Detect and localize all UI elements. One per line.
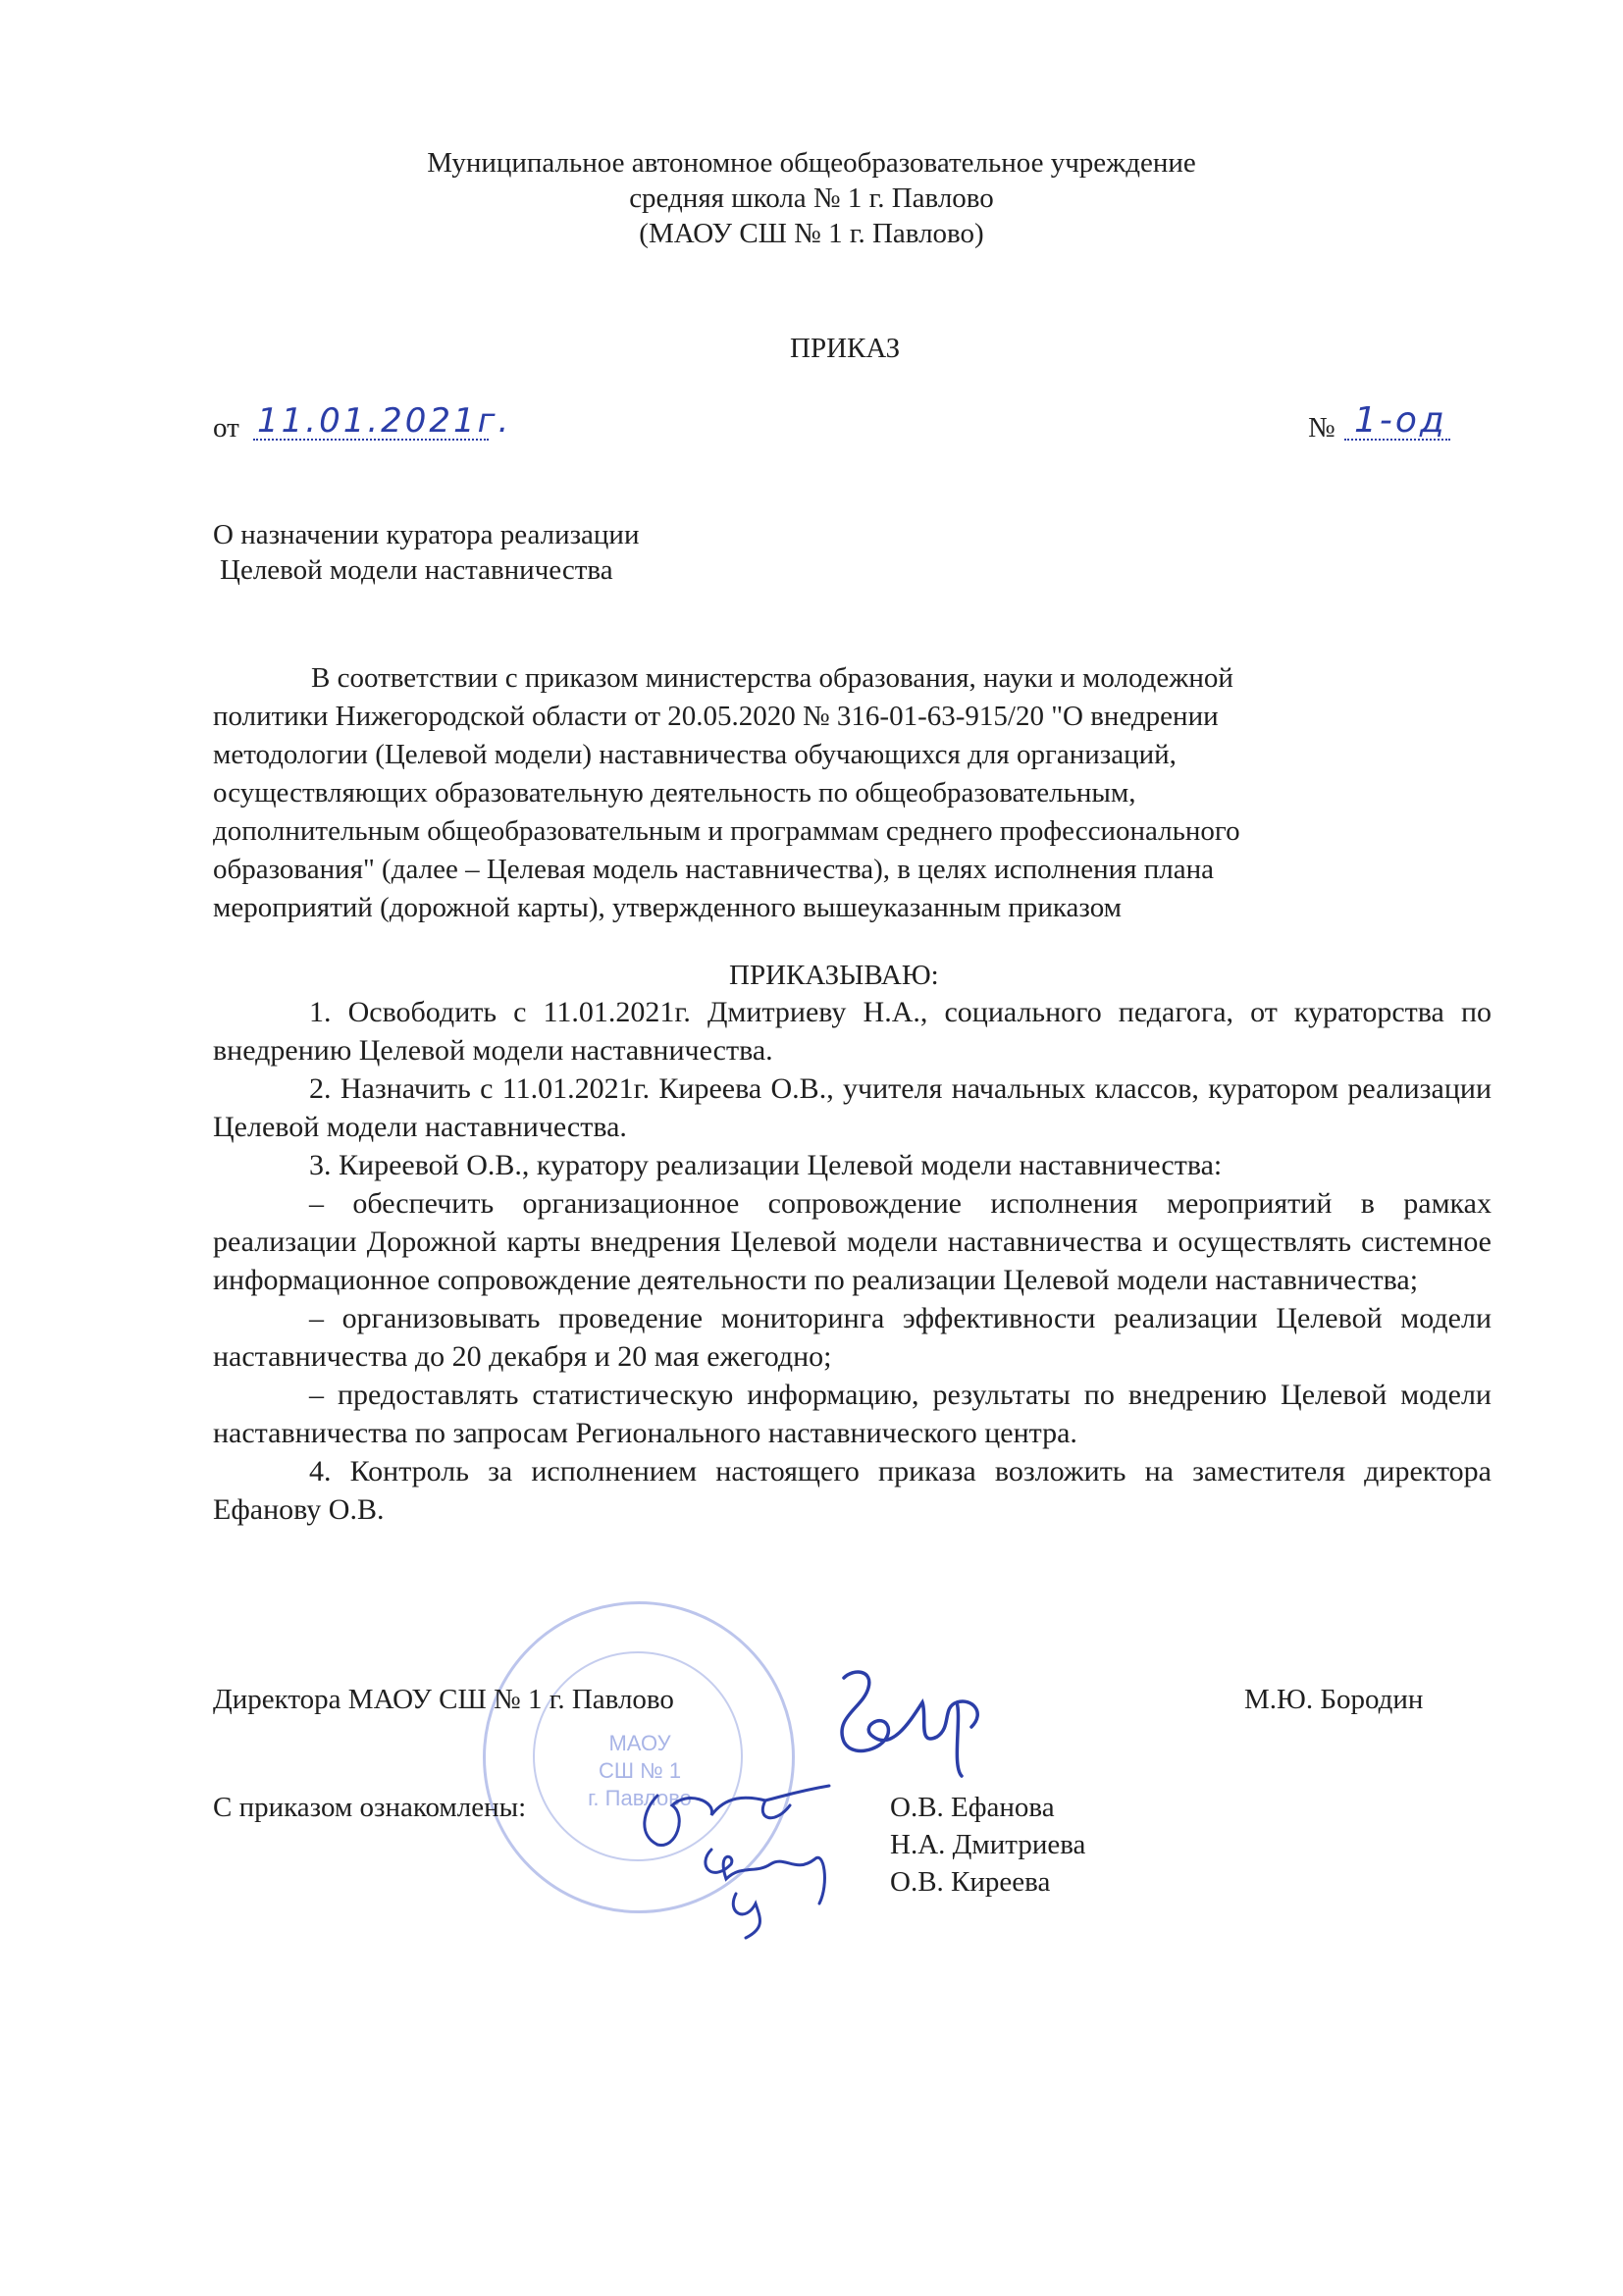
number-underline xyxy=(1344,439,1450,441)
preamble-line: образования" (далее – Целевая модель наставничества), в целях исполнения плана xyxy=(213,854,1214,885)
preamble-line: методологии (Целевой модели) наставничества обучающихся для организаций, xyxy=(213,739,1177,770)
order-item-2: 2. Назначить с 11.01.2021г. Киреева О.В., учителя начальных классов, куратором реализации Целевой модели наставничества. xyxy=(213,1072,1492,1143)
order-item-4: 4. Контроль за исполнением настоящего приказа возложить на заместителя директора Ефанову О.В. xyxy=(213,1455,1492,1526)
acquainted-label: С приказом ознакомлены: xyxy=(213,1792,527,1823)
preamble-line: политики Нижегородской области от 20.05.2020 № 316-01-63-915/20 "О внедрении xyxy=(213,701,1219,732)
subject-line1: О назначении куратора реализации xyxy=(213,519,640,550)
date-prefix: от xyxy=(213,412,239,444)
org-name-line2: средняя школа № 1 г. Павлово xyxy=(629,183,994,214)
order-item-1: 1. Освободить с 11.01.2021г. Дмитриеву Н.А., социального педагога, от кураторства по внедрению Целевой модели наставничества. xyxy=(213,996,1492,1067)
stamp-text-line: СШ № 1 xyxy=(598,1758,682,1783)
preamble-line: мероприятий (дорожной карты), утвержденного вышеуказанным приказом xyxy=(213,892,1123,923)
preamble-line: осуществляющих образовательную деятельность по общеобразовательным, xyxy=(213,777,1136,809)
preamble-line: В соответствии с приказом министерства образования, науки и молодежной xyxy=(311,662,1233,694)
order-word: ПРИКАЗЫВАЮ: xyxy=(729,960,939,991)
stamp-text-line: г. Павлово xyxy=(588,1786,692,1810)
director-name: М.Ю. Бородин xyxy=(1244,1684,1424,1715)
stamp-text-line: МАОУ xyxy=(608,1731,671,1755)
subject-line2: Целевой модели наставничества xyxy=(220,554,613,586)
acquainted-name-1: О.В. Ефанова xyxy=(890,1792,1055,1823)
acquainted-name-3: О.В. Киреева xyxy=(890,1866,1051,1898)
acquainted-name-2: Н.А. Дмитриева xyxy=(890,1829,1086,1860)
number-prefix: № xyxy=(1308,412,1335,444)
date-underline xyxy=(253,439,489,441)
acquainted-signatures xyxy=(618,1756,873,1943)
org-name-line3: (МАОУ СШ № 1 г. Павлово) xyxy=(639,218,984,249)
order-subitem: – организовывать проведение мониторинга эффективности реализации Целевой модели наставничества до 20 декабря и 20 мая ежегодно; xyxy=(213,1302,1492,1373)
document-title: ПРИКАЗ xyxy=(790,333,901,364)
order-subitem: – предоставлять статистическую информацию, результаты по внедрению Целевой модели наставничества по запросам Регионального наставнического центра. xyxy=(213,1379,1492,1449)
director-position: Директора МАОУ СШ № 1 г. Павлово xyxy=(213,1684,674,1715)
order-subitem: – обеспечить организационное сопровождение исполнения мероприятий в рамках реализации Дорожной карты внедрения Целевой модели наставничества и осуществлять системное информационное сопровождение деятельности по реализации Целевой модели наставничества; xyxy=(213,1187,1492,1296)
preamble xyxy=(213,659,1455,927)
order-date: 11.01.2021г. xyxy=(257,401,512,441)
order-number: 1-од xyxy=(1354,400,1447,441)
preamble-line: дополнительным общеобразовательным и программам среднего профессионального xyxy=(213,815,1240,847)
order-item-3: 3. Киреевой О.В., куратору реализации Целевой модели наставничества: xyxy=(309,1149,1223,1181)
order-items xyxy=(213,993,1492,1529)
org-name-line1: Муниципальное автономное общеобразовательное учреждение xyxy=(427,147,1196,179)
